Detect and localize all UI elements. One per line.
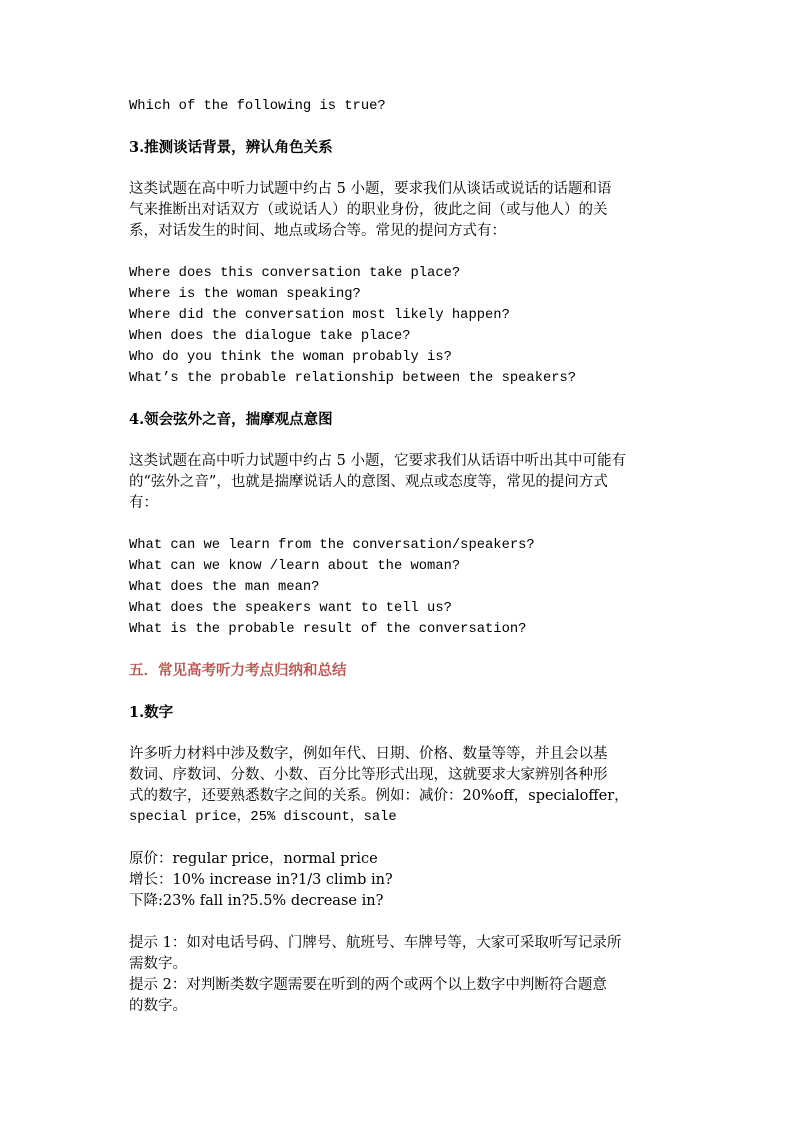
numbers-examples xyxy=(129,849,674,912)
paragraph-line: 有： xyxy=(129,495,158,511)
question-item: Who do you think the woman probably is? xyxy=(129,350,452,365)
tip-2 xyxy=(129,975,674,1017)
intro-question: Which of the following is true? xyxy=(129,99,386,114)
paragraph-line: 的“弦外之音”，也就是揣摩说话人的意图、观点或态度等，常见的提问方式 xyxy=(129,474,608,490)
document-body xyxy=(129,96,674,1017)
paragraph-line: special price，25% discount，sale xyxy=(129,810,397,825)
question-item: Where is the woman speaking? xyxy=(129,287,361,302)
tip-line: 提示 2：对判断类数字题需要在听到的两个或两个以上数字中判断符合题意 xyxy=(129,977,607,993)
example-line: 下降:23% fall in?5.5% decrease in? xyxy=(129,893,384,909)
question-item: Where does this conversation take place? xyxy=(129,266,461,281)
paragraph-line: 气来推断出对话双方（或说话人）的职业身份，彼此之间（或与他人）的关 xyxy=(129,202,608,218)
example-line: 增长：10% increase in?1/3 climb in? xyxy=(129,872,393,888)
section-3-heading: 3.推测谈话背景，辨认角色关系 xyxy=(129,139,333,156)
paragraph-line: 式的数字，还要熟悉数字之间的关系。例如：减价：20%off，specialoffer， xyxy=(129,788,629,804)
paragraph-line: 这类试题在高中听力试题中约占 5 小题，它要求我们从话语中听出其中可能有 xyxy=(129,453,626,469)
paragraph-line: 系，对话发生的时间、地点或场合等。常见的提问方式有： xyxy=(129,223,506,239)
example-line: 原价：regular price，normal price xyxy=(129,851,378,867)
tip-line: 需数字。 xyxy=(129,956,187,972)
section-4-question-list xyxy=(129,535,674,640)
tip-line: 提示 1：如对电话号码、门牌号、航班号、车牌号等，大家可采取听写记录所 xyxy=(129,935,622,951)
question-item: What does the man mean? xyxy=(129,580,320,595)
question-item: What can we learn from the conversation/speakers? xyxy=(129,538,535,553)
paragraph-line: 许多听力材料中涉及数字，例如年代、日期、价格、数量等等，并且会以基 xyxy=(129,746,608,762)
numbers-paragraph xyxy=(129,744,674,828)
tip-line: 的数字。 xyxy=(129,998,187,1014)
section-4-paragraph xyxy=(129,451,674,514)
tip-1 xyxy=(129,933,674,975)
paragraph-line: 数词、序数词、分数、小数、百分比等形式出现，这就要求大家辨别各种形 xyxy=(129,767,608,783)
question-item: What does the speakers want to tell us? xyxy=(129,601,452,616)
section-3-question-list xyxy=(129,263,674,389)
question-item: What’s the probable relationship between the speakers? xyxy=(129,371,577,386)
section-5-heading: 五．常见高考听力考点归纳和总结 xyxy=(129,662,347,679)
section-4-heading: 4.领会弦外之音，揣摩观点意图 xyxy=(129,411,333,428)
question-item: Where did the conversation most likely happen? xyxy=(129,308,510,323)
question-item: What is the probable result of the conversation? xyxy=(129,622,527,637)
paragraph-line: 这类试题在高中听力试题中约占 5 小题，要求我们从谈话或说话的话题和语 xyxy=(129,181,612,197)
question-item: What can we know /learn about the woman? xyxy=(129,559,461,574)
question-item: When does the dialogue take place? xyxy=(129,329,411,344)
section-3-paragraph xyxy=(129,179,674,242)
subsection-numbers-heading: 1.数字 xyxy=(129,704,174,721)
